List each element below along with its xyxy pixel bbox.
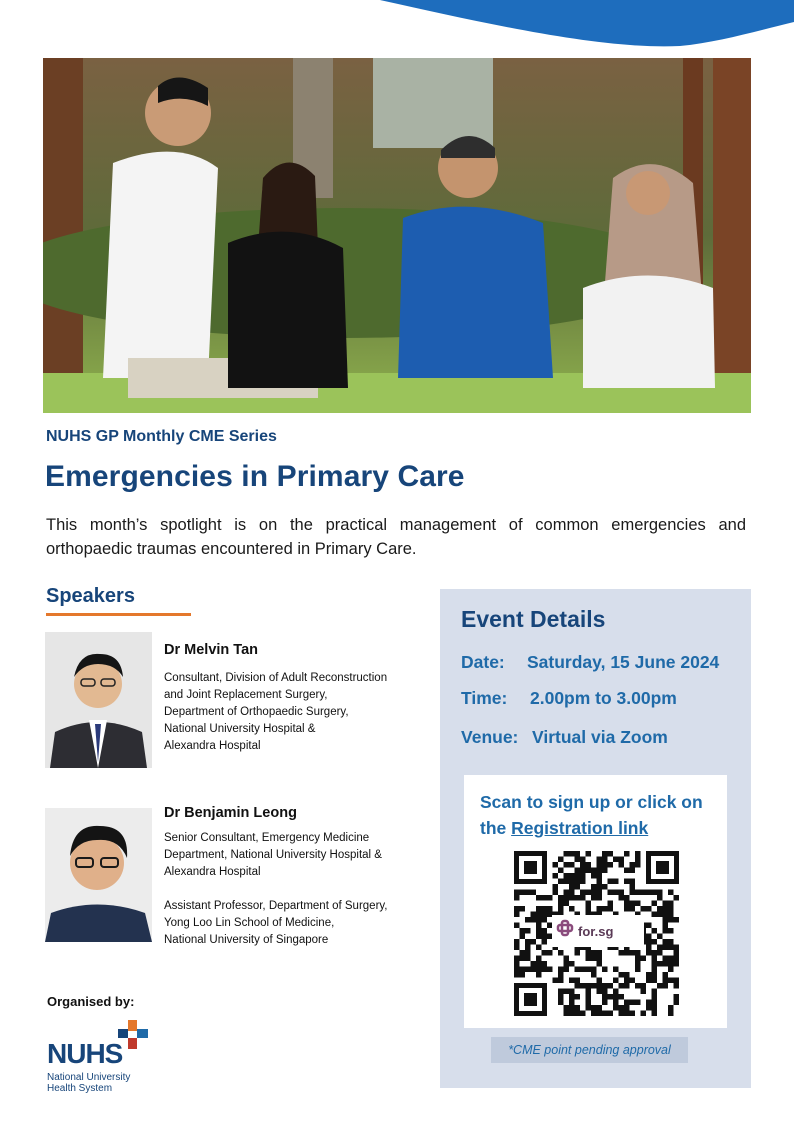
speaker-desc-line: National University Hospital & [164, 723, 316, 735]
event-date-value: Saturday, 15 June 2024 [527, 652, 720, 672]
speaker-desc-1 [164, 670, 424, 755]
intro-text: This month’s spotlight is on the practical management of common emergencies and orthopaedic traumas encountered in Primary Care. [46, 516, 746, 558]
speaker-name-1: Dr Melvin Tan [164, 642, 258, 658]
event-date-label: Date: [461, 652, 505, 672]
speaker-photo-benjamin-leong [45, 808, 152, 942]
event-details-panel [440, 589, 751, 1088]
event-time-label: Time: [461, 688, 508, 708]
logo-subtitle [47, 1072, 130, 1094]
speaker-desc-2 [164, 830, 424, 949]
speakers-underline [46, 613, 191, 616]
speaker-desc-line: Department, National University Hospital & [164, 849, 382, 861]
event-venue-value: Virtual via Zoom [532, 727, 668, 747]
event-time-row [461, 688, 677, 709]
registration-link[interactable]: Registration link [511, 818, 649, 838]
speaker-desc-line: Assistant Professor, Department of Surgery, [164, 900, 388, 912]
speaker-desc-line: Department of Orthopaedic Surgery, [164, 706, 349, 718]
registration-qr-code[interactable] [514, 851, 679, 1016]
speaker-desc-line: National University of Singapore [164, 934, 329, 946]
scan-text: Scan to sign up or click on the [480, 792, 703, 838]
registration-card [464, 775, 727, 1028]
logo-subtitle-line: Health System [47, 1083, 113, 1094]
event-time-value: 2.00pm to 3.00pm [530, 688, 677, 708]
event-venue-label: Venue: [461, 727, 519, 747]
speaker-desc-line: Yong Loo Lin School of Medicine, [164, 917, 335, 929]
speaker-desc-line: Alexandra Hospital [164, 866, 261, 878]
scan-instructions [480, 789, 720, 841]
speaker-desc-line: Consultant, Division of Adult Reconstruction [164, 672, 388, 684]
qr-brand-text: for.sg [578, 924, 614, 939]
top-wave-decoration [0, 0, 794, 60]
logo-wordmark: NUHS [47, 1038, 123, 1069]
speaker-desc-line: Alexandra Hospital [164, 740, 261, 752]
speaker-desc-line: and Joint Replacement Surgery, [164, 689, 328, 701]
speakers-heading: Speakers [46, 585, 135, 607]
event-venue-row [461, 727, 668, 748]
speaker-desc-line [164, 881, 424, 898]
event-date-row [461, 652, 719, 673]
speaker-photo-melvin-tan [45, 632, 152, 768]
logo-subtitle-line: National University [47, 1072, 131, 1083]
hero-photo [43, 58, 751, 413]
event-details-title: Event Details [461, 606, 606, 632]
speaker-name-2: Dr Benjamin Leong [164, 805, 297, 821]
page-title: Emergencies in Primary Care [45, 460, 465, 493]
speaker-desc-line: Senior Consultant, Emergency Medicine [164, 832, 370, 844]
nuhs-logo [45, 1018, 155, 1098]
organised-by-label: Organised by: [47, 994, 135, 1009]
series-label: NUHS GP Monthly CME Series [46, 428, 277, 445]
cme-note: *CME point pending approval [491, 1037, 688, 1063]
